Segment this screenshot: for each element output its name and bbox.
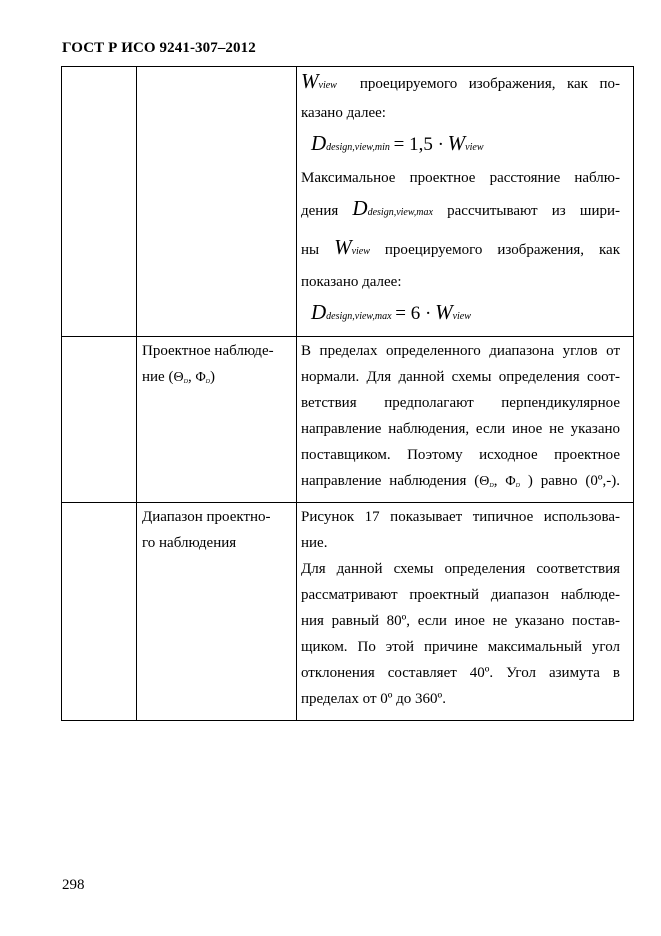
table-cell-content bbox=[297, 503, 634, 721]
row-label-line: го наблюдения bbox=[142, 535, 237, 551]
w-view-symbol: Wview bbox=[334, 235, 370, 259]
d-max-symbol: Ddesign,view,max bbox=[352, 196, 433, 220]
text-line: направление наблюдения (ΘD, ΦD ) равно (0º,-). bbox=[301, 473, 621, 489]
table-row bbox=[62, 67, 634, 337]
text-line: нормали. Для данной схемы определения соот- bbox=[301, 369, 620, 385]
table-cell-label bbox=[137, 337, 297, 503]
formula-max-distance: Ddesign,view,max = 6 · Wview bbox=[311, 300, 471, 324]
text-line: щиком. По этой причине максимальный угол bbox=[301, 639, 620, 655]
text-line: пределах от 0º до 360º. bbox=[301, 691, 446, 707]
text-line: поставщиком. Поэтому исходное проектное bbox=[301, 447, 620, 463]
text-line: ветствия предполагают перпендикулярное bbox=[301, 395, 620, 411]
table-cell-empty bbox=[62, 67, 137, 337]
text-line: Максимальное проектное расстояние наблю- bbox=[301, 170, 620, 186]
text-line: отклонения составляет 40º. Угол азимута в bbox=[301, 665, 620, 681]
table-row bbox=[62, 337, 634, 503]
text-line: ние. bbox=[301, 535, 328, 551]
page-number: 298 bbox=[62, 877, 85, 893]
table-cell-empty bbox=[62, 503, 137, 721]
text-line: Для данной схемы определения соответствия bbox=[301, 561, 620, 577]
text-line: ны Wview проецируемого изображения, как bbox=[301, 235, 621, 259]
table-cell-content bbox=[297, 67, 634, 337]
text-line: дения Ddesign,view,max рассчитывают из шири- bbox=[301, 196, 620, 220]
table-row bbox=[62, 503, 634, 721]
text-line: В пределах определенного диапазона углов от bbox=[301, 343, 620, 359]
table-cell-content bbox=[297, 337, 634, 503]
table-cell-label bbox=[137, 503, 297, 721]
text-line: показано далее: bbox=[301, 274, 402, 290]
formula-min-distance: Ddesign,view,min = 1,5 · Wview bbox=[311, 131, 484, 155]
text-line: рассматривают проектный диапазон наблюде- bbox=[301, 587, 620, 603]
document-header: ГОСТ Р ИСО 9241-307–2012 bbox=[62, 40, 256, 56]
table-cell-empty bbox=[137, 67, 297, 337]
spec-table bbox=[61, 66, 634, 721]
table-cell-empty bbox=[62, 337, 137, 503]
text-line: Рисунок 17 показывает типичное использова- bbox=[301, 509, 620, 525]
row-label-line: ние (ΘD, ΦD) bbox=[142, 369, 216, 385]
row-label-line: Диапазон проектно- bbox=[142, 509, 271, 525]
text-line: направление наблюдения, если иное не указано bbox=[301, 421, 620, 437]
row-label-line: Проектное наблюде- bbox=[142, 343, 274, 359]
text-line: казано далее: bbox=[301, 105, 386, 121]
w-view-symbol: Wview bbox=[301, 69, 337, 93]
text-line: Wview проецируемого изображения, как по- bbox=[301, 69, 620, 93]
text-line: ния равный 80º, если иное не указано постав- bbox=[301, 613, 620, 629]
